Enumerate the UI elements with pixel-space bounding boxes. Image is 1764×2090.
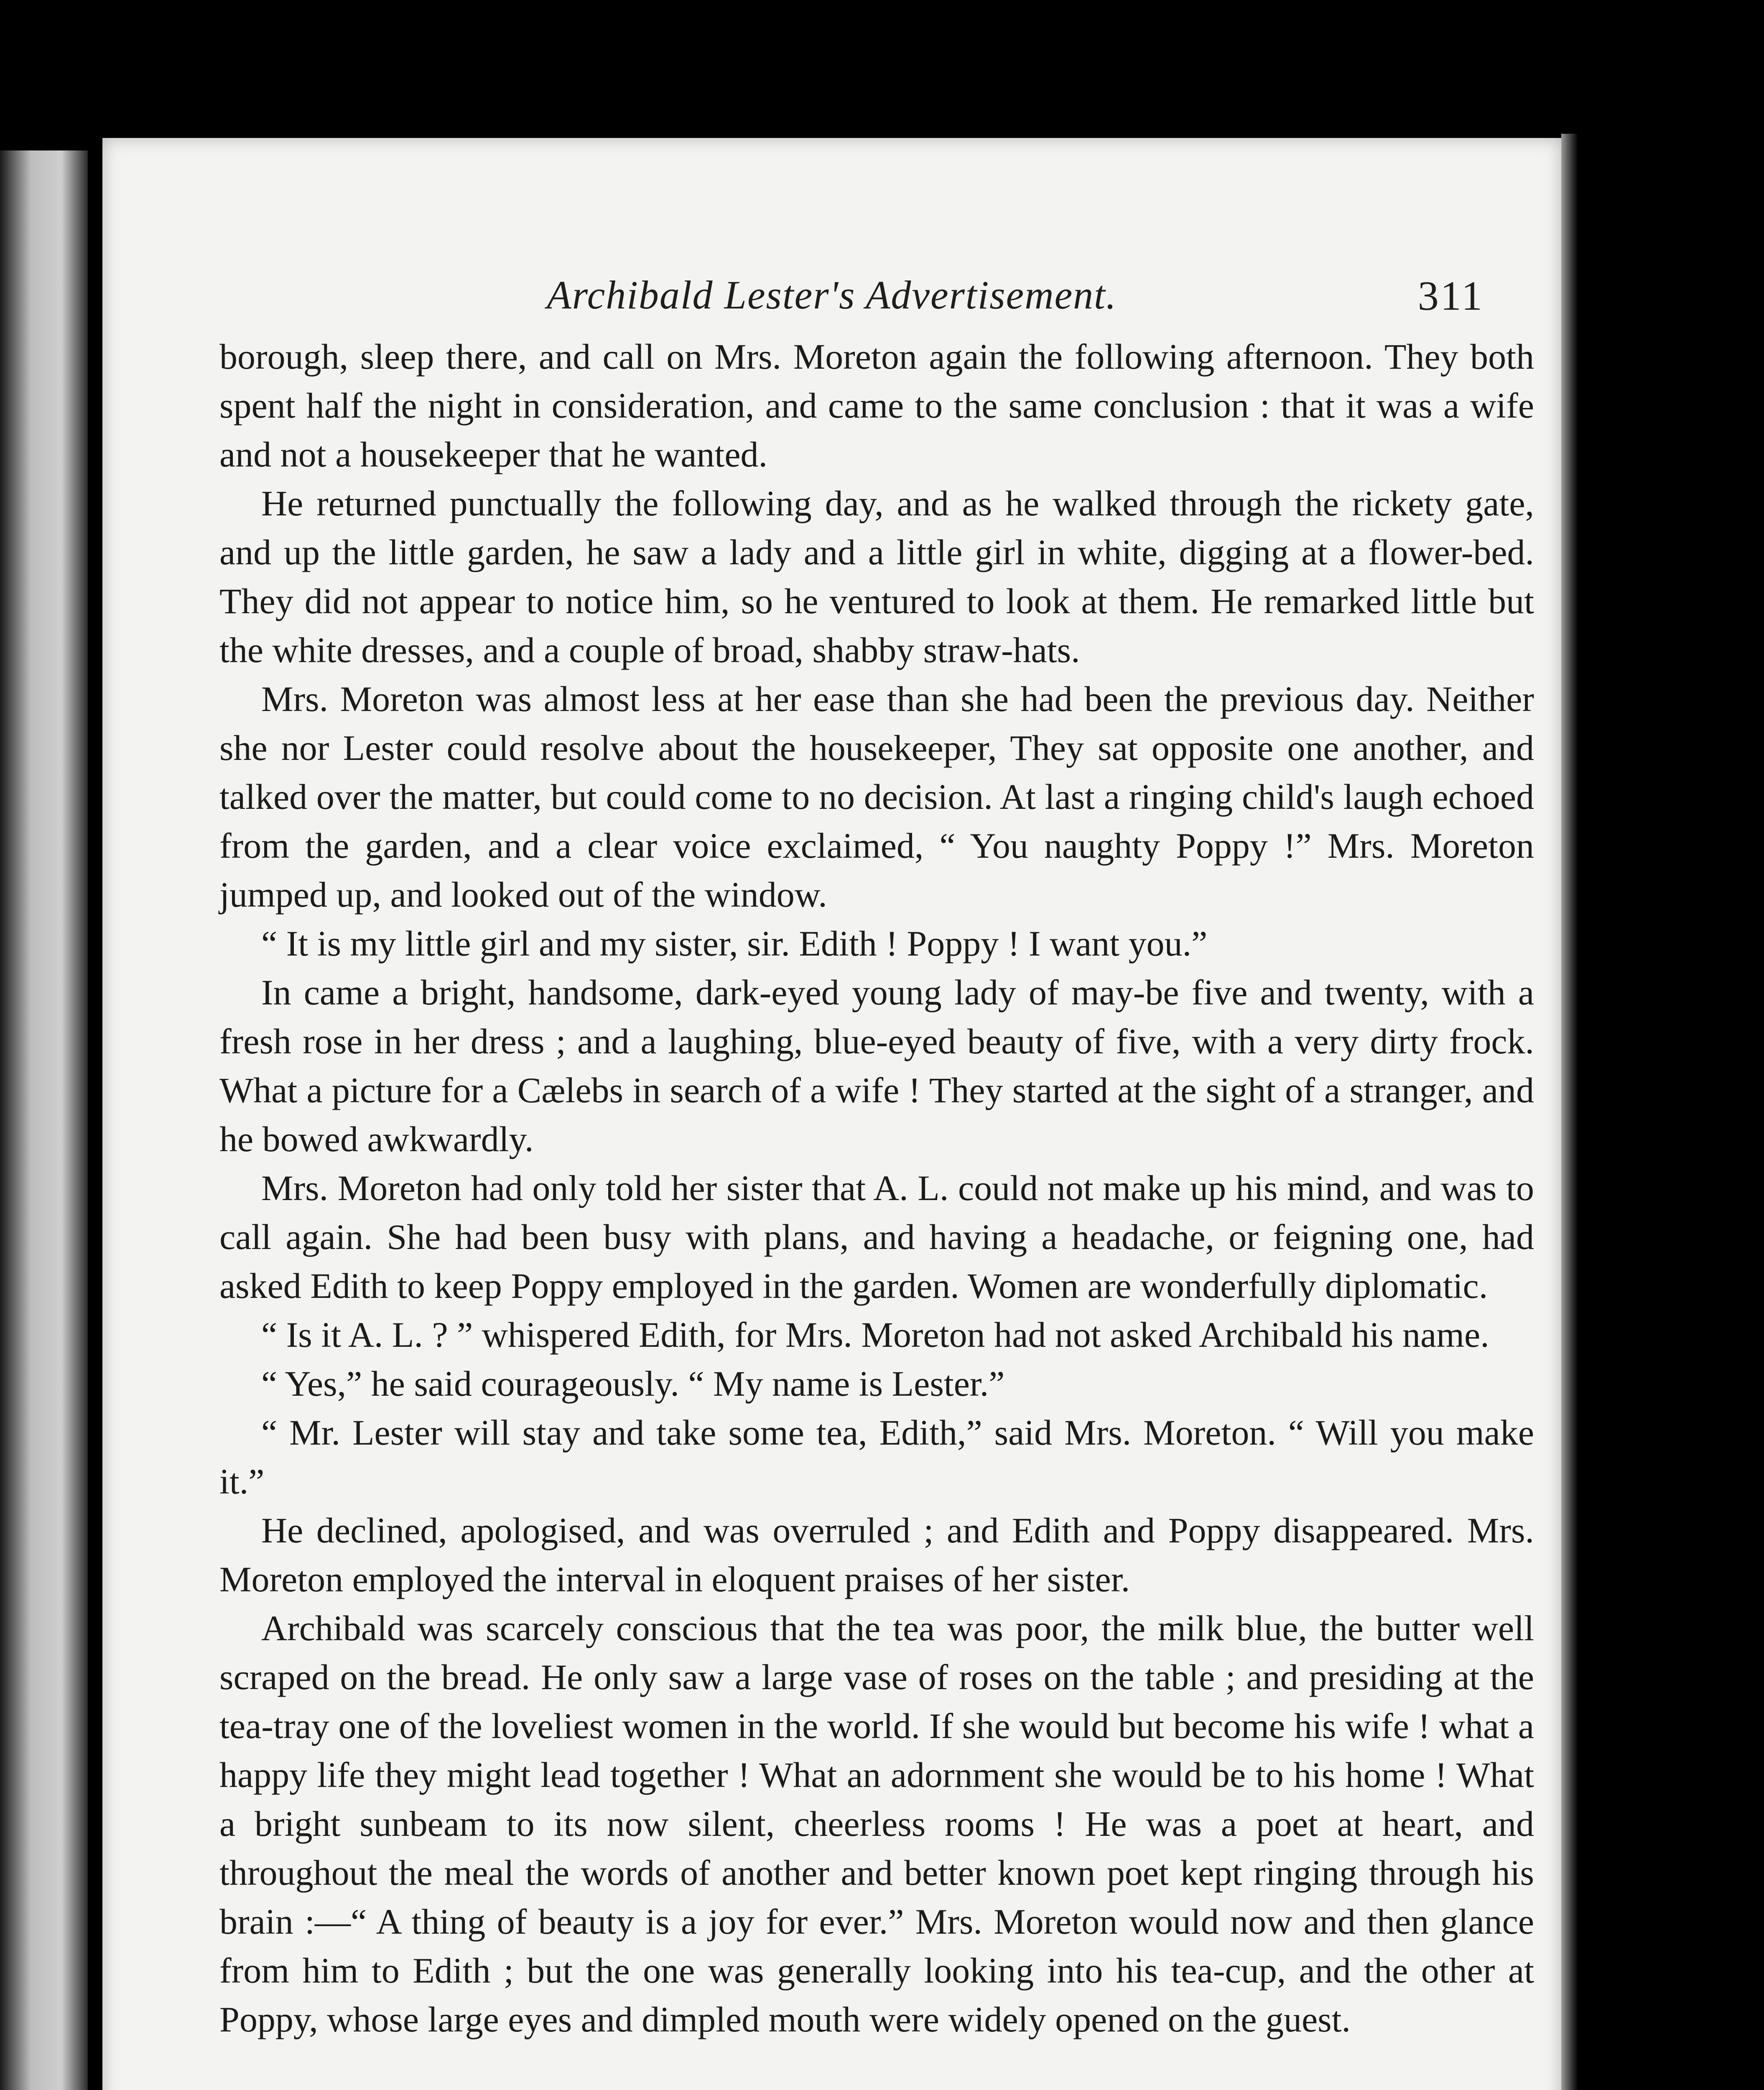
paragraph-1: borough, sleep there, and call on Mrs. Moreton again the following afternoon. They both spent half the night in consideration, and came to the same conclusion : that it was a wife and not a housekeeper that he wanted. (219, 336, 1534, 474)
body-text (219, 332, 1534, 2044)
paragraph-6: Mrs. Moreton had only told her sister that A. L. could not make up his mind, and was to call again. She had been busy with plans, and having a headache, or feigning one, had asked Edith to keep Poppy employed in the garden. Women are wonderfully diplomatic. (219, 1168, 1534, 1306)
paragraph-7: “ Is it A. L. ? ” whispered Edith, for Mrs. Moreton had not asked Archibald his name. (261, 1315, 1489, 1355)
paragraph-4: “ It is my little girl and my sister, sir. Edith ! Poppy ! I want you.” (261, 923, 1208, 963)
paragraph-5: In came a bright, handsome, dark-eyed young lady of may-be five and twenty, with a fresh rose in her dress ; and a laughing, blue-eyed beauty of five, with a very dirty frock. What a picture for a Cælebs in search of a wife ! They started at the sight of a stranger, and he bowed awkwardly. (219, 972, 1534, 1159)
previous-page-edge (0, 150, 88, 2090)
paragraph-9: “ Mr. Lester will stay and take some tea, Edith,” said Mrs. Moreton. “ Will you make it.” (219, 1412, 1534, 1501)
page-binding-edge (1561, 134, 1578, 2090)
page-number: 311 (1417, 273, 1484, 319)
paragraph-11: Archibald was scarcely conscious that the tea was poor, the milk blue, the butter well scraped on the bread. He only saw a large vase of roses on the table ; and presiding at the tea-tray one of the loveliest women in the world. If she would but become his wife ! what a happy life they might lead together ! What an adornment she would be to his home ! What a bright sunbeam to its now silent, cheerless rooms ! He was a poet at heart, and throughout the meal the words of another and better known poet kept ringing through his brain :—“ A thing of beauty is a joy for ever.” Mrs. Moreton would now and then glance from him to Edith ; but the one was generally looking into his tea-cup, and the other at Poppy, whose large eyes and dimpled mouth were widely opened on the guest. (219, 1608, 1534, 2039)
paragraph-2: He returned punctually the following day, and as he walked through the rickety gate, and up the little garden, he saw a lady and a little girl in white, digging at a flower-bed. They did not appear to notice him, so he ventured to look at them. He remarked little but the white dresses, and a couple of broad, shabby straw-hats. (219, 483, 1534, 670)
paragraph-8: “ Yes,” he said courageously. “ My name is Lester.” (261, 1364, 1005, 1404)
running-title: Archibald Lester's Advertisement. (547, 273, 1117, 317)
paragraph-3: Mrs. Moreton was almost less at her ease than she had been the previous day. Neither she nor Lester could resolve about the housekeeper, They sat opposite one another, and talked over the matter, but could come to no decision. At last a ringing child's laugh echoed from the garden, and a clear voice exclaimed, “ You naughty Poppy !” Mrs. Moreton jumped up, and looked out of the window. (219, 679, 1534, 915)
book-page (102, 138, 1561, 2090)
paragraph-10: He declined, apologised, and was overruled ; and Edith and Poppy disappeared. Mrs. Moreton employed the interval in eloquent praises of her sister. (219, 1510, 1534, 1599)
